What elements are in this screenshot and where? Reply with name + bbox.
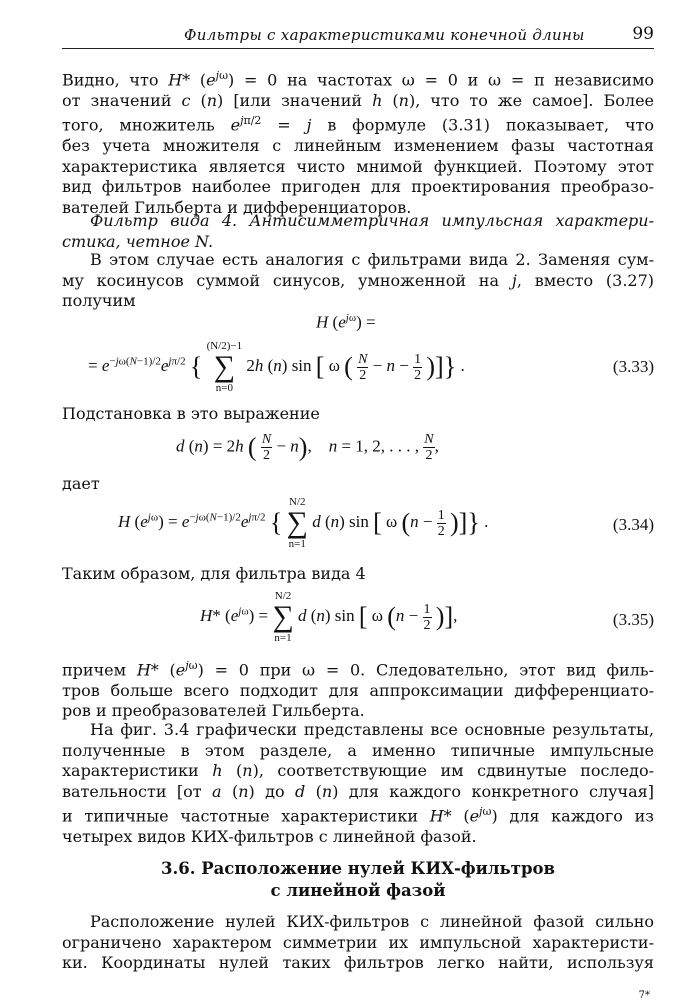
paragraph-5 xyxy=(62,474,654,495)
running-title: Фильтры с характеристиками конечной длины xyxy=(184,26,585,44)
signature-mark: 7* xyxy=(638,990,650,1001)
section-title-line-1: 3.6. Расположение нулей КИХ-фильтров xyxy=(161,859,555,878)
text-line: дает xyxy=(62,474,100,493)
text-line: четырех видов КИХ-фильтров с линейной фазой. xyxy=(62,826,477,846)
summation-symbol: N/2 ∑ n=1 xyxy=(286,496,308,550)
text-line: ров и преобразователей Гильберта. xyxy=(62,701,365,721)
text-line: полученные в этом разделе, а именно типичные импульсные xyxy=(62,740,654,760)
text-line: Видно, что H* $(e^{j\omega}) = 0$ на частотах ω = 0 и ω = π независимо xyxy=(62,69,655,90)
text-line: тров больше всего подходит для аппроксимации дифференциато- xyxy=(62,680,654,700)
equation-number-3-33: (3.33) xyxy=(612,357,654,376)
text-line: В этом случае есть аналогия с фильтрами вида 2. Заменяя сум- xyxy=(90,250,654,269)
text-line: вателей Гильберта и дифференциаторов. xyxy=(62,197,412,217)
equation-3-35: H* $(e^{j\omega})$ = N/2 ∑ n=1 d (n) sin [ ω (n − $\frac{1}{2}$ )], xyxy=(200,590,458,644)
page-number: 99 xyxy=(632,24,654,44)
paragraph-4 xyxy=(62,404,654,425)
text-line: Подстановка в это выражение xyxy=(62,404,320,423)
summation-symbol: (N/2)−1 ∑ n=0 xyxy=(206,340,243,394)
filter-type-4-heading xyxy=(62,211,654,252)
text-line: Таким образом, для фильтра вида 4 xyxy=(62,564,366,583)
equation-number-3-34: (3.34) xyxy=(612,515,654,534)
paragraph-9 xyxy=(62,912,654,974)
header-rule xyxy=(62,48,654,49)
text-line: вательности [от a (n) до d (n) для каждого конкретного случая] xyxy=(62,781,654,801)
text-line: характеристики h (n), соответствующие им сдвинутые последо- xyxy=(62,761,655,780)
text-line: от значений c (n) [или значений h (n), что то же самое]. Более xyxy=(62,90,654,110)
page-header xyxy=(62,26,654,50)
text-line: получим xyxy=(62,291,136,310)
paragraph-3 xyxy=(62,250,654,312)
paragraph-7 xyxy=(62,656,654,722)
text-line: вид фильтров наиболее пригоден для проектирования преобразо- xyxy=(62,177,654,197)
text-line: му косинусов суммой синусов, умноженной на j, вместо (3.27) xyxy=(62,270,655,290)
section-heading xyxy=(62,858,654,902)
text-line: На фиг. 3.4 графически представлены все основные результаты, xyxy=(90,720,654,739)
text-line: Расположение нулей КИХ-фильтров с линейной фазой сильно xyxy=(90,912,654,931)
section-title-line-2: с линейной фазой xyxy=(270,881,446,900)
text-line: без учета множителя с линейным изменением фазы частотная xyxy=(62,136,654,156)
summation-symbol: N/2 ∑ n=1 xyxy=(272,590,294,644)
text-line: Фильтр вида 4. Антисимметричная импульсная характери- xyxy=(90,211,654,230)
paragraph-6 xyxy=(62,564,654,585)
paragraph-1 xyxy=(62,66,654,218)
equation-3-34: H $(e^{j\omega}) = e^{-j\omega(N-1)/2}e^{j\pi/2}$ { N/2 ∑ n=1 d (n) sin [ ω (n − $\frac{1}{2}$ )]} . xyxy=(118,496,489,550)
text-line: ки. Координаты нулей таких фильтров легко найти, используя xyxy=(62,953,654,972)
text-line: ограничено характером симметрии их импульсной характеристи- xyxy=(62,932,654,952)
text-line: и типичные частотные характеристики H* $(e^{j\omega})$ для каждого из xyxy=(62,805,655,826)
equation-number-3-35: (3.35) xyxy=(612,610,654,629)
text-line: стика, четное N. xyxy=(62,231,214,251)
paragraph-8 xyxy=(62,720,654,847)
text-line: характеристика является чисто мнимой функцией. Поэтому этот xyxy=(62,156,654,176)
equation-d-n: d (n) = 2h ( $\frac{N}{2}$ − n), n = 1, 2, . . . , $\frac{N}{2}$ , xyxy=(176,432,439,463)
equation-3-33-rhs: = $e^{-j\omega(N-1)/2}e^{j\pi/2}$ { (N/2)−1 ∑ n=0 2h (n) sin [ ω ( $\frac{N}{2}$ − n − $\frac{1}{2}$ )]} . xyxy=(88,340,465,394)
text-line: причем H* $(e^{j\omega}) = 0$ при ω = 0. Следовательно, этот вид филь- xyxy=(62,659,655,680)
text-line: того, множитель $e^{j\pi/2} = j$ в формуле (3.31) показывает, что xyxy=(62,114,655,135)
equation-3-33-lhs: H $(e^{j\omega})$ = xyxy=(316,312,376,332)
